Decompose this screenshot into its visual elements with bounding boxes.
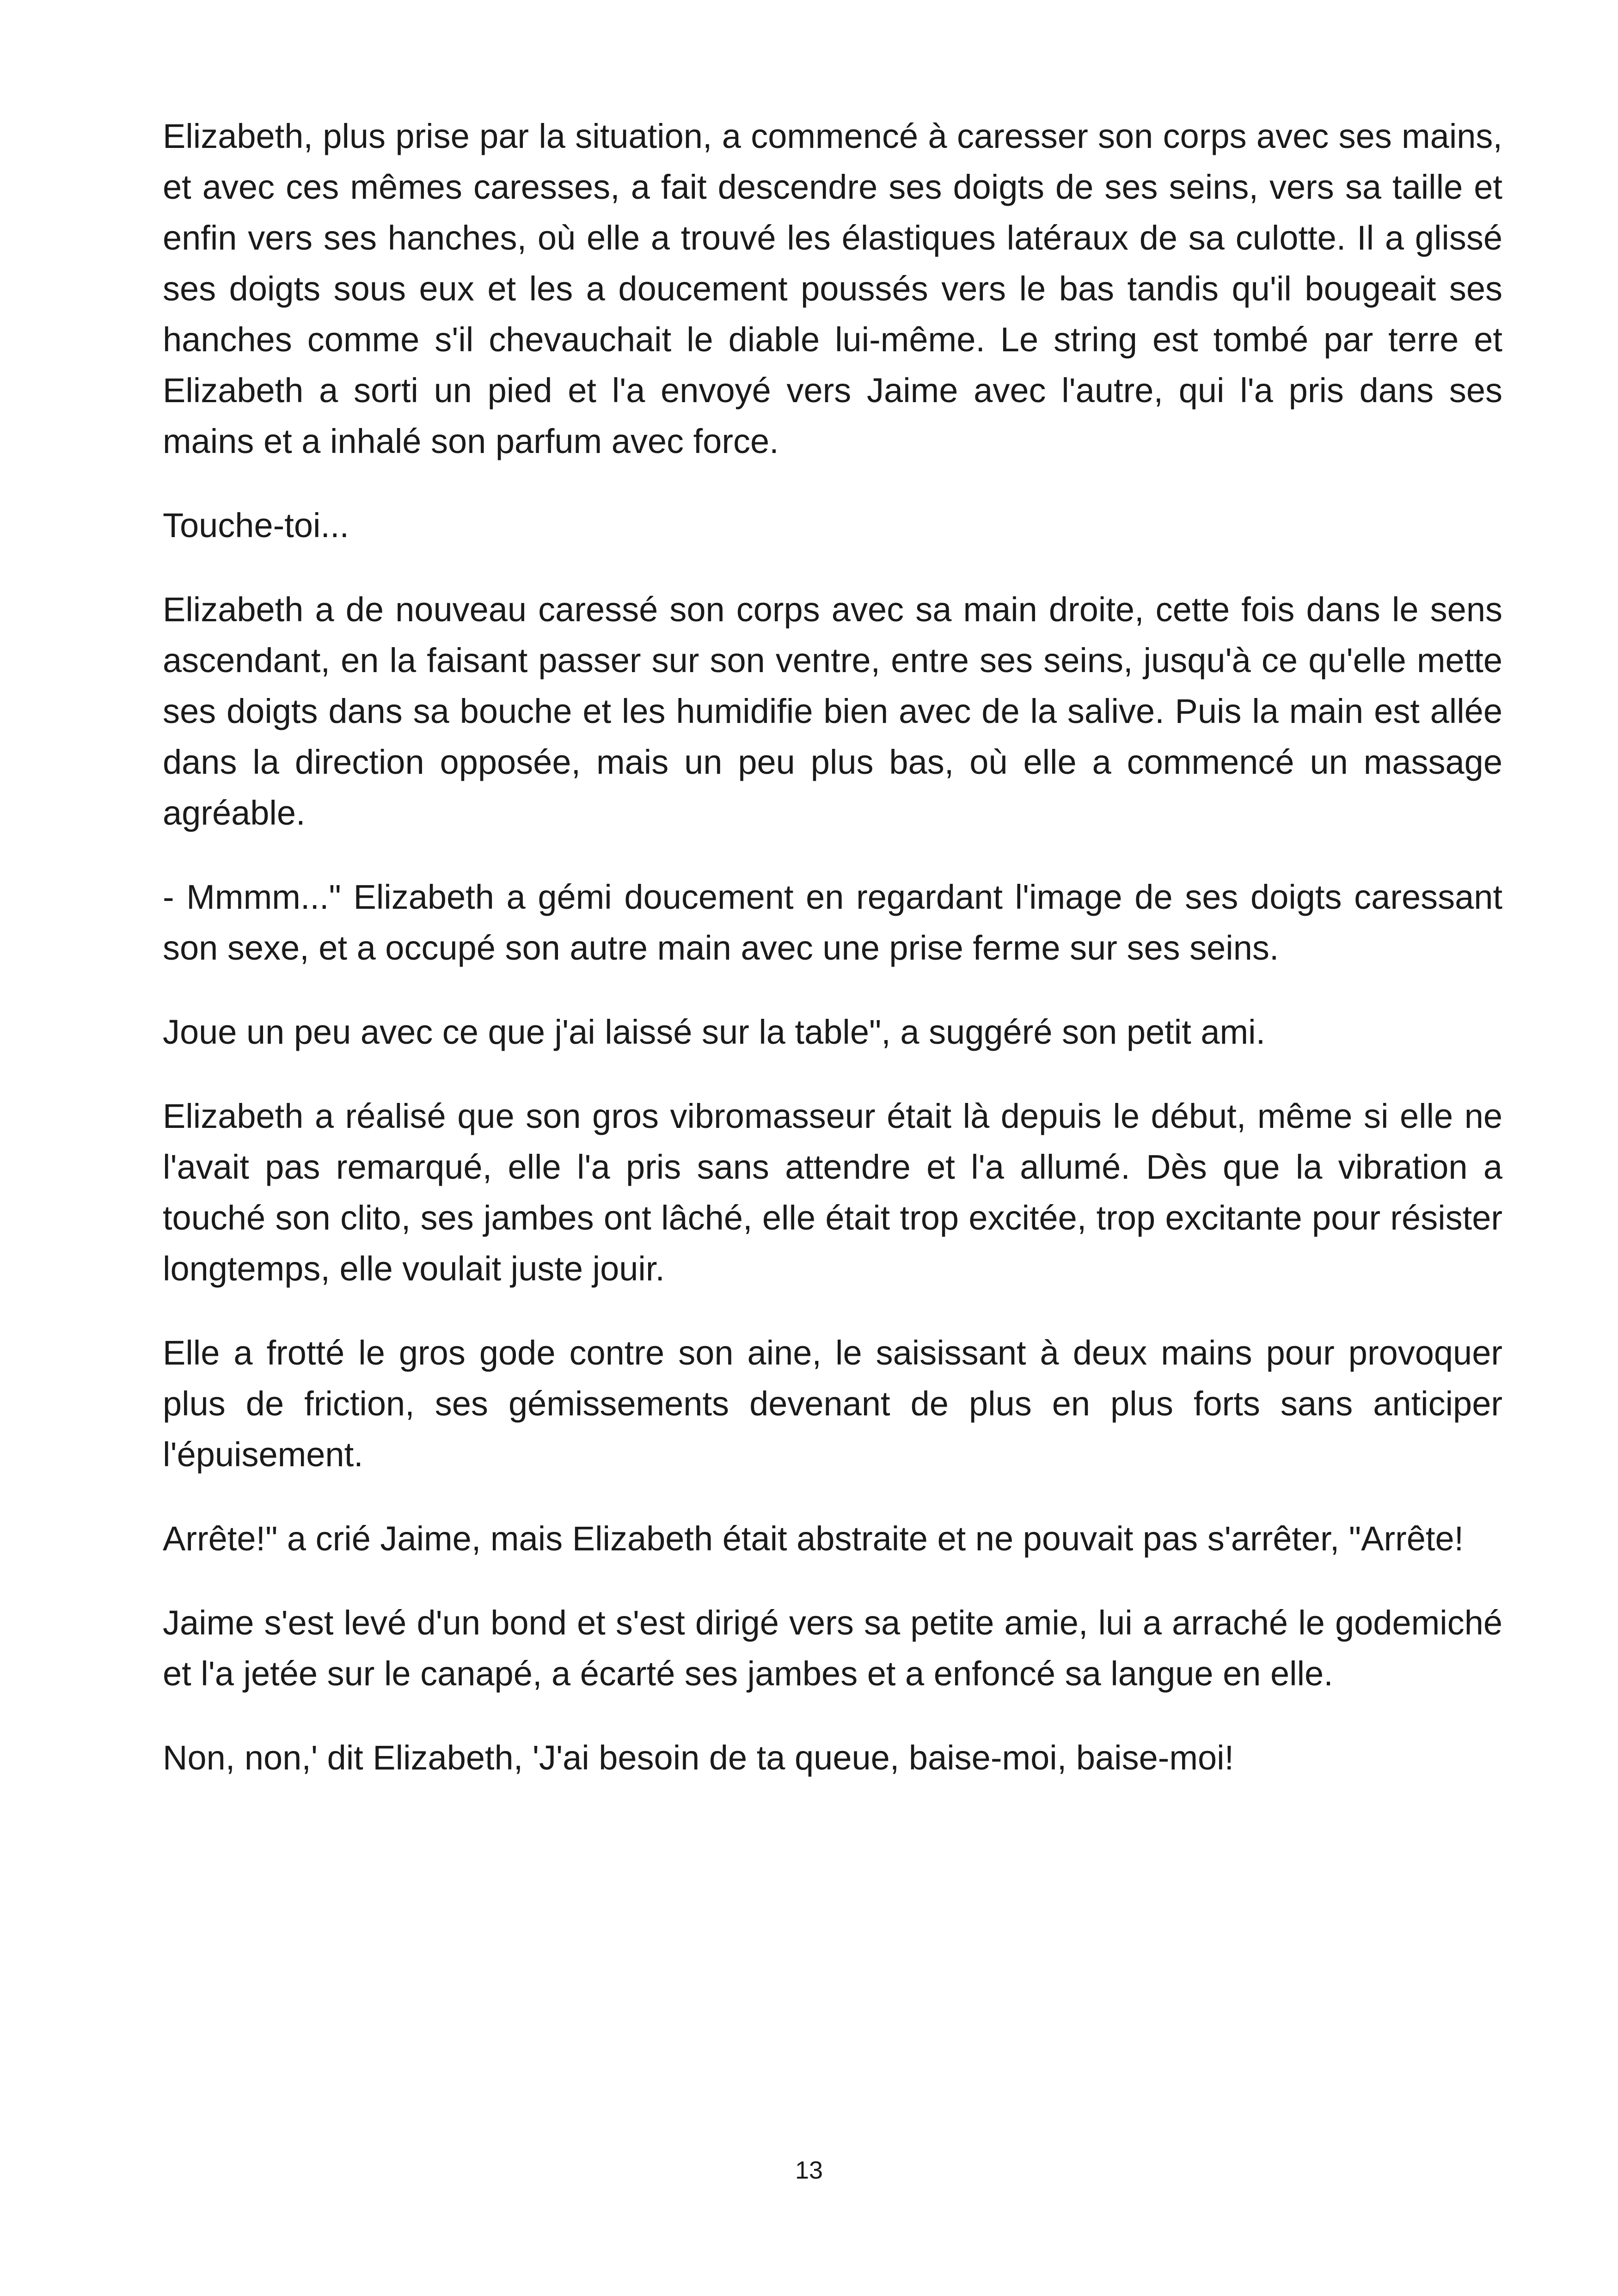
paragraph-8: Arrête!" a crié Jaime, mais Elizabeth était abstraite et ne pouvait pas s'arrêter, "Arrête! — [163, 1519, 1464, 1558]
page-number: 13 — [795, 2156, 823, 2184]
body-text — [163, 111, 1502, 1817]
paragraph-6: Elizabeth a réalisé que son gros vibromasseur était là depuis le début, même si elle ne l'avait pas remarqué, elle l'a pris sans attendre et l'a allumé. Dès que la vibration a touché son clito, ses jambes ont lâché, elle était trop excitée, trop excitante pour résister longtemps, elle voulait juste jouir. — [163, 1097, 1502, 1288]
paragraph-3: Elizabeth a de nouveau caressé son corps avec sa main droite, cette fois dans le sens ascendant, en la faisant passer sur son ventre, entre ses seins, jusqu'à ce qu'elle mette ses doigts dans sa bouche et les humidifie bien avec de la salive. Puis la main est allée dans la direction opposée, mais un peu plus bas, où elle a commencé un massage agréable. — [163, 590, 1502, 832]
paragraph-9: Jaime s'est levé d'un bond et s'est dirigé vers sa petite amie, lui a arraché le godemiché et l'a jetée sur le canapé, a écarté ses jambes et a enfoncé sa langue en elle. — [163, 1604, 1502, 1693]
paragraph-5: Joue un peu avec ce que j'ai laissé sur la table", a suggéré son petit ami. — [163, 1013, 1266, 1051]
paragraph-4: - Mmmm..." Elizabeth a gémi doucement en regardant l'image de ses doigts caressant son sexe, et a occupé son autre main avec une prise ferme sur ses seins. — [163, 878, 1502, 967]
paragraph-2: Touche-toi... — [163, 506, 349, 545]
paragraph-1: Elizabeth, plus prise par la situation, a commencé à caresser son corps avec ses mains, et avec ces mêmes caresses, a fait descendre ses doigts de ses seins, vers sa taille et enfin vers ses hanches, où elle a trouvé les élastiques latéraux de sa culotte. Il a glissé ses doigts sous eux et les a doucement poussés vers le bas tandis qu'il bougeait ses hanches comme s'il chevauchait le diable lui-même. Le string est tombé par terre et Elizabeth a sorti un pied et l'a envoyé vers Jaime avec l'autre, qui l'a pris dans ses mains et a inhalé son parfum avec force. — [163, 117, 1502, 460]
paragraph-7: Elle a frotté le gros gode contre son aine, le saisissant à deux mains pour provoquer plus de friction, ses gémissements devenant de plus en plus forts sans anticiper l'épuisement. — [163, 1334, 1502, 1474]
paragraph-10: Non, non,' dit Elizabeth, 'J'ai besoin de ta queue, baise-moi, baise-moi! — [163, 1739, 1234, 1777]
